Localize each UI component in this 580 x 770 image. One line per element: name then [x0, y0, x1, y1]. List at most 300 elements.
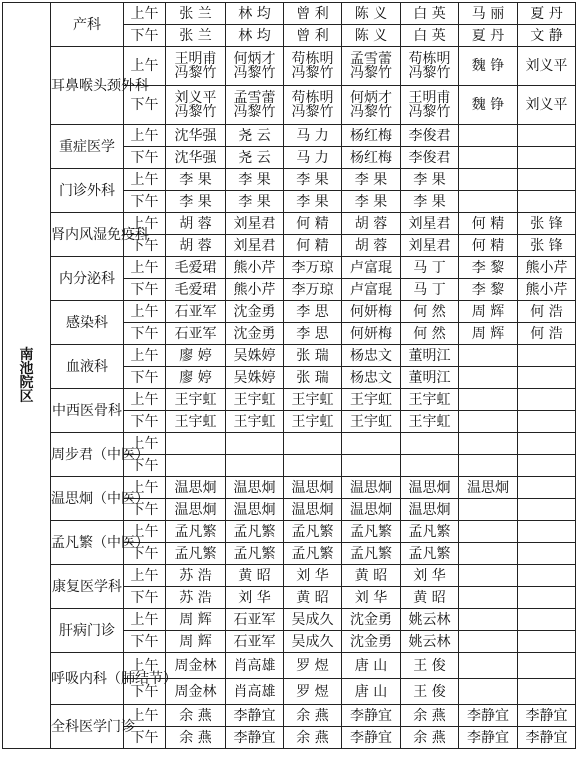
doctor-name: 孟凡繁	[174, 545, 217, 562]
table-row	[3, 433, 576, 455]
doctor-name: 温思炯	[174, 479, 217, 496]
doctor-name: 刘义平	[525, 97, 568, 113]
doctor-cell	[166, 433, 226, 455]
doctor-name: 苟栋明	[408, 51, 451, 67]
doctor-name: 黄 昭	[413, 589, 446, 606]
doctor-cell	[226, 3, 284, 25]
department-name: 中西医骨科	[51, 389, 124, 433]
doctor-name: 杨忠文	[350, 347, 392, 364]
doctor-name: 肖高雄	[233, 683, 276, 700]
doctor-cell	[401, 543, 459, 565]
doctor-cell	[284, 389, 342, 411]
doctor-cell	[226, 47, 284, 86]
doctor-cell	[166, 147, 226, 169]
doctor-name: 刘星君	[408, 215, 451, 232]
doctor-cell	[166, 191, 226, 213]
doctor-cell	[226, 279, 284, 301]
doctor-cell	[459, 455, 518, 477]
doctor-cell	[284, 3, 342, 25]
doctor-cell	[166, 411, 226, 433]
doctor-name: 王宇虹	[408, 391, 451, 408]
doctor-cell	[518, 3, 576, 25]
doctor-name: 何 精	[471, 237, 505, 254]
doctor-cell	[226, 301, 284, 323]
doctor-cell	[459, 543, 518, 565]
doctor-cell	[342, 587, 401, 609]
doctor-name: 王 俊	[413, 683, 446, 700]
doctor-name: 何 然	[413, 303, 446, 320]
doctor-name: 何妍梅	[350, 325, 392, 342]
doctor-name: 李 果	[354, 193, 388, 210]
doctor-name: 卢富琨	[350, 259, 392, 276]
doctor-name: 李万琼	[291, 281, 334, 298]
doctor-name: 王宇虹	[174, 413, 217, 430]
doctor-cell	[342, 477, 401, 499]
department-name: 产科	[51, 3, 124, 47]
doctor-name: 周 辉	[179, 633, 212, 650]
doctor-cell	[284, 653, 342, 679]
table-row	[3, 389, 576, 411]
doctor-name: 刘星君	[233, 237, 276, 254]
doctor-cell	[284, 47, 342, 86]
doctor-cell	[518, 125, 576, 147]
doctor-name: 孟凡繁	[233, 523, 276, 540]
session-label: 上午	[124, 345, 166, 367]
doctor-cell	[401, 477, 459, 499]
doctor-name: 李 思	[296, 325, 329, 342]
doctor-name: 黄 昭	[238, 567, 271, 584]
doctor-name: 孟凡繁	[350, 545, 392, 562]
doctor-name: 王宇虹	[350, 391, 392, 408]
doctor-cell	[401, 389, 459, 411]
doctor-name: 何 浩	[530, 303, 563, 320]
doctor-cell	[226, 433, 284, 455]
doctor-cell	[284, 235, 342, 257]
doctor-cell	[284, 25, 342, 47]
doctor-cell	[518, 147, 576, 169]
doctor-name: 熊小芹	[233, 259, 276, 276]
doctor-name: 李 果	[413, 171, 446, 188]
doctor-cell	[401, 521, 459, 543]
doctor-cell	[284, 499, 342, 521]
session-label: 下午	[124, 727, 166, 749]
doctor-name: 李 果	[238, 193, 271, 210]
doctor-cell	[284, 679, 342, 705]
doctor-cell	[459, 191, 518, 213]
session-label: 上午	[124, 169, 166, 191]
doctor-name: 冯黎竹	[350, 65, 392, 81]
doctor-cell	[166, 125, 226, 147]
doctor-cell	[342, 631, 401, 653]
session-label: 下午	[124, 411, 166, 433]
doctor-cell	[284, 609, 342, 631]
doctor-cell	[518, 705, 576, 727]
doctor-name: 何 精	[296, 237, 329, 254]
table-row	[3, 301, 576, 323]
table-row	[3, 477, 576, 499]
doctor-name: 王宇虹	[408, 413, 451, 430]
department-name: 全科医学门诊	[51, 705, 124, 749]
doctor-cell	[226, 653, 284, 679]
table-row	[3, 653, 576, 679]
doctor-name: 罗 煜	[296, 683, 329, 700]
doctor-cell	[518, 301, 576, 323]
doctor-cell	[401, 565, 459, 587]
doctor-name: 马 力	[296, 149, 329, 166]
doctor-name: 陈 义	[354, 5, 388, 22]
doctor-name: 刘 华	[296, 567, 329, 584]
doctor-cell	[166, 169, 226, 191]
doctor-cell	[459, 499, 518, 521]
doctor-cell	[284, 213, 342, 235]
doctor-cell	[284, 147, 342, 169]
doctor-name: 王宇虹	[291, 391, 334, 408]
doctor-name: 温思炯	[291, 479, 334, 496]
doctor-cell	[166, 301, 226, 323]
doctor-cell	[401, 587, 459, 609]
doctor-name: 廖 婷	[179, 369, 212, 386]
doctor-name: 吴成久	[291, 633, 334, 650]
doctor-cell	[342, 169, 401, 191]
doctor-cell	[284, 257, 342, 279]
doctor-cell	[226, 257, 284, 279]
department-name: 呼吸内科（肺结节）	[51, 653, 124, 705]
session-label: 上午	[124, 257, 166, 279]
doctor-cell	[226, 727, 284, 749]
doctor-name: 熊小芹	[525, 259, 568, 276]
doctor-cell	[284, 86, 342, 125]
table-row	[3, 565, 576, 587]
department-name: 康复医学科	[51, 565, 124, 609]
doctor-name: 余 燕	[296, 729, 329, 746]
doctor-name: 李俊君	[408, 127, 451, 144]
doctor-name: 李 果	[238, 171, 271, 188]
doctor-name: 马 丁	[413, 259, 446, 276]
session-label: 下午	[124, 191, 166, 213]
doctor-cell	[401, 499, 459, 521]
doctor-name: 苏 浩	[179, 567, 212, 584]
doctor-cell	[342, 609, 401, 631]
doctor-name: 何 精	[296, 215, 329, 232]
doctor-name: 马 力	[296, 127, 329, 144]
doctor-name: 何 精	[471, 215, 505, 232]
campus-char: 院	[19, 374, 34, 391]
doctor-cell	[518, 47, 576, 86]
table-row	[3, 169, 576, 191]
doctor-name: 沈华强	[174, 149, 217, 166]
doctor-name: 冯黎竹	[408, 65, 451, 81]
doctor-cell	[284, 191, 342, 213]
doctor-name: 李万琼	[291, 259, 334, 276]
doctor-name: 冯黎竹	[174, 65, 217, 81]
doctor-name: 王 俊	[413, 657, 446, 674]
doctor-name: 尧 云	[238, 127, 271, 144]
doctor-cell	[401, 213, 459, 235]
doctor-cell	[284, 345, 342, 367]
department-name: 温思炯（中医）	[51, 477, 124, 521]
doctor-name: 李静宜	[467, 729, 509, 746]
table-row	[3, 125, 576, 147]
doctor-cell	[401, 705, 459, 727]
doctor-cell	[459, 169, 518, 191]
doctor-cell	[166, 609, 226, 631]
doctor-cell	[166, 323, 226, 345]
doctor-cell	[226, 679, 284, 705]
doctor-name: 夏 丹	[530, 5, 563, 22]
doctor-name: 刘义平	[174, 90, 217, 106]
doctor-cell	[518, 455, 576, 477]
doctor-name: 肖高雄	[233, 657, 276, 674]
doctor-cell	[459, 565, 518, 587]
doctor-cell	[166, 455, 226, 477]
doctor-name: 董明江	[408, 347, 451, 364]
doctor-cell	[226, 191, 284, 213]
doctor-cell	[459, 3, 518, 25]
doctor-name: 陈 义	[354, 27, 388, 44]
doctor-name: 周 辉	[179, 611, 212, 628]
session-label: 上午	[124, 47, 166, 86]
doctor-cell	[166, 235, 226, 257]
doctor-name: 温思炯	[350, 479, 392, 496]
doctor-cell	[226, 455, 284, 477]
doctor-name: 姚云林	[408, 611, 451, 628]
doctor-name: 孟凡繁	[233, 545, 276, 562]
session-label: 下午	[124, 235, 166, 257]
doctor-cell	[459, 679, 518, 705]
department-name: 肝病门诊	[51, 609, 124, 653]
doctor-name: 魏 铮	[471, 97, 505, 113]
doctor-cell	[459, 147, 518, 169]
doctor-name: 温思炯	[233, 479, 276, 496]
doctor-cell	[459, 323, 518, 345]
doctor-name: 王宇虹	[291, 413, 334, 430]
department-name: 重症医学	[51, 125, 124, 169]
doctor-name: 吴姝婷	[233, 347, 276, 364]
doctor-cell	[342, 147, 401, 169]
doctor-name: 冯黎竹	[174, 104, 217, 120]
doctor-cell	[226, 147, 284, 169]
doctor-cell	[459, 477, 518, 499]
doctor-name: 胡 蓉	[179, 215, 212, 232]
doctor-name: 何 浩	[530, 325, 563, 342]
doctor-name: 马 丁	[413, 281, 446, 298]
doctor-cell	[342, 25, 401, 47]
doctor-name: 何炳才	[233, 51, 276, 67]
doctor-name: 胡 蓉	[354, 237, 388, 254]
doctor-name: 李 果	[354, 171, 388, 188]
doctor-name: 李 黎	[471, 281, 505, 298]
session-label: 下午	[124, 323, 166, 345]
doctor-name: 余 燕	[179, 729, 212, 746]
doctor-cell	[459, 433, 518, 455]
doctor-name: 张 兰	[179, 27, 212, 44]
doctor-cell	[166, 367, 226, 389]
doctor-cell	[284, 631, 342, 653]
doctor-name: 沈华强	[174, 127, 217, 144]
doctor-cell	[518, 609, 576, 631]
doctor-cell	[226, 389, 284, 411]
doctor-cell	[401, 25, 459, 47]
doctor-name: 李 果	[296, 193, 329, 210]
doctor-name: 夏 丹	[471, 27, 505, 44]
doctor-cell	[459, 367, 518, 389]
doctor-cell	[226, 609, 284, 631]
doctor-cell	[342, 543, 401, 565]
doctor-name: 李静宜	[233, 729, 276, 746]
doctor-cell	[166, 86, 226, 125]
doctor-cell	[518, 86, 576, 125]
doctor-cell	[518, 631, 576, 653]
doctor-name: 刘 华	[238, 589, 271, 606]
doctor-cell	[459, 25, 518, 47]
table-row	[3, 345, 576, 367]
doctor-cell	[459, 301, 518, 323]
doctor-cell	[284, 411, 342, 433]
doctor-name: 余 燕	[413, 707, 446, 724]
doctor-cell	[401, 653, 459, 679]
doctor-cell	[401, 191, 459, 213]
doctor-cell	[166, 213, 226, 235]
doctor-cell	[166, 543, 226, 565]
doctor-name: 罗 煜	[296, 657, 329, 674]
doctor-cell	[518, 389, 576, 411]
session-label: 下午	[124, 543, 166, 565]
doctor-cell	[166, 257, 226, 279]
doctor-cell	[166, 279, 226, 301]
doctor-cell	[284, 727, 342, 749]
doctor-name: 林 均	[238, 5, 271, 22]
table-row	[3, 213, 576, 235]
doctor-name: 熊小芹	[525, 281, 568, 298]
doctor-name: 沈金勇	[350, 611, 392, 628]
doctor-name: 李 黎	[471, 259, 505, 276]
doctor-cell	[226, 169, 284, 191]
doctor-name: 姚云林	[408, 633, 451, 650]
doctor-cell	[459, 411, 518, 433]
doctor-cell	[401, 609, 459, 631]
doctor-name: 李 果	[179, 193, 212, 210]
schedule-body	[3, 3, 576, 749]
department-name: 孟凡繁（中医）	[51, 521, 124, 565]
doctor-name: 冯黎竹	[408, 104, 451, 120]
doctor-cell	[518, 25, 576, 47]
doctor-cell	[166, 727, 226, 749]
doctor-cell	[459, 345, 518, 367]
doctor-cell	[284, 169, 342, 191]
campus-char: 区	[19, 388, 34, 405]
doctor-cell	[459, 653, 518, 679]
session-label: 上午	[124, 3, 166, 25]
doctor-name: 苟栋明	[291, 90, 334, 106]
doctor-name: 毛爱珺	[174, 259, 217, 276]
doctor-cell	[226, 631, 284, 653]
doctor-cell	[342, 389, 401, 411]
doctor-cell	[166, 521, 226, 543]
table-row	[3, 257, 576, 279]
doctor-cell	[401, 631, 459, 653]
doctor-name: 李静宜	[350, 707, 392, 724]
doctor-cell	[342, 125, 401, 147]
doctor-cell	[226, 25, 284, 47]
doctor-name: 孟凡繁	[291, 523, 334, 540]
doctor-cell	[226, 477, 284, 499]
doctor-cell	[459, 727, 518, 749]
session-label: 下午	[124, 631, 166, 653]
doctor-name: 张 瑞	[296, 347, 329, 364]
doctor-cell	[459, 47, 518, 86]
doctor-cell	[518, 367, 576, 389]
doctor-cell	[284, 367, 342, 389]
doctor-name: 孟雪蕾	[233, 90, 276, 106]
doctor-cell	[226, 565, 284, 587]
doctor-name: 唐 山	[354, 657, 388, 674]
doctor-cell	[518, 543, 576, 565]
doctor-cell	[342, 279, 401, 301]
doctor-name: 王宇虹	[233, 391, 276, 408]
doctor-cell	[459, 279, 518, 301]
doctor-cell	[401, 727, 459, 749]
doctor-name: 何炳才	[350, 90, 392, 106]
doctor-name: 王宇虹	[233, 413, 276, 430]
doctor-name: 李静宜	[350, 729, 392, 746]
session-label: 下午	[124, 25, 166, 47]
doctor-cell	[459, 125, 518, 147]
doctor-cell	[284, 477, 342, 499]
doctor-cell	[459, 609, 518, 631]
doctor-cell	[284, 543, 342, 565]
doctor-name: 胡 蓉	[354, 215, 388, 232]
table-row	[3, 521, 576, 543]
duty-schedule-table	[2, 2, 576, 749]
doctor-cell	[518, 345, 576, 367]
doctor-cell	[518, 191, 576, 213]
doctor-name: 冯黎竹	[233, 65, 276, 81]
doctor-name: 温思炯	[291, 501, 334, 518]
doctor-name: 周 辉	[471, 303, 505, 320]
doctor-name: 石亚军	[174, 325, 217, 342]
doctor-cell	[459, 705, 518, 727]
doctor-name: 李静宜	[525, 729, 568, 746]
doctor-name: 刘 华	[354, 589, 388, 606]
table-row	[3, 47, 576, 86]
session-label: 上午	[124, 389, 166, 411]
session-label: 上午	[124, 433, 166, 455]
doctor-name: 文 静	[530, 27, 563, 44]
doctor-name: 吴成久	[291, 611, 334, 628]
doctor-cell	[342, 3, 401, 25]
doctor-name: 张 锋	[530, 215, 563, 232]
doctor-cell	[284, 705, 342, 727]
doctor-name: 余 燕	[413, 729, 446, 746]
doctor-cell	[226, 587, 284, 609]
doctor-name: 熊小芹	[233, 281, 276, 298]
doctor-name: 余 燕	[179, 707, 212, 724]
doctor-name: 冯黎竹	[291, 104, 334, 120]
session-label: 上午	[124, 565, 166, 587]
doctor-cell	[518, 653, 576, 679]
doctor-name: 孟凡繁	[408, 545, 451, 562]
doctor-cell	[342, 565, 401, 587]
doctor-cell	[342, 433, 401, 455]
campus-name	[3, 3, 51, 749]
doctor-cell	[226, 543, 284, 565]
doctor-name: 吴姝婷	[233, 369, 276, 386]
doctor-cell	[401, 125, 459, 147]
doctor-name: 王宇虹	[174, 391, 217, 408]
doctor-cell	[342, 653, 401, 679]
doctor-name: 尧 云	[238, 149, 271, 166]
doctor-name: 石亚军	[174, 303, 217, 320]
